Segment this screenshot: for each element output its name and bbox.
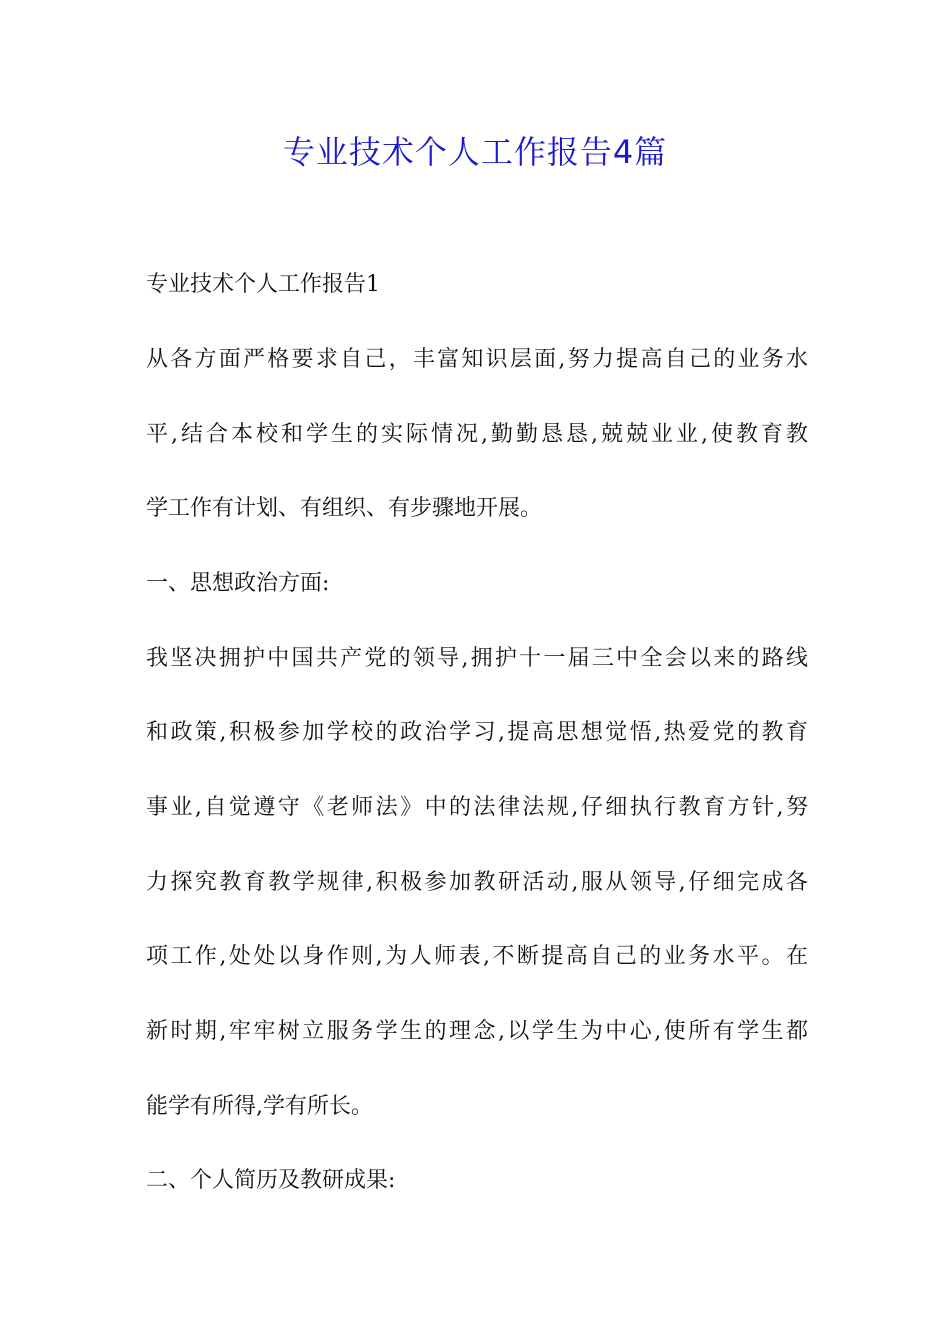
- paragraph-line: 和政策,积极参加学校的政治学习,提高思想觉悟,热爱党的教育: [146, 720, 808, 745]
- section-heading: 一、思想政治方面:: [146, 571, 330, 596]
- paragraph-line: 力探究教育教学规律,积极参加教研活动,服从领导,仔细完成各: [146, 870, 808, 895]
- paragraph-line: 我坚决拥护中国共产党的领导,拥护十一届三中全会以来的路线: [146, 646, 808, 671]
- paragraph-line: 项工作,处处以身作则,为人师表,不断提高自己的业务水平。在: [146, 944, 808, 969]
- paragraph-line: 新时期,牢牢树立服务学生的理念,以学生为中心,使所有学生都: [146, 1019, 808, 1044]
- paragraph-line: 能学有所得,学有所长。: [146, 1094, 373, 1119]
- report-subtitle: 专业技术个人工作报告1: [146, 272, 380, 297]
- paragraph-line: 平,结合本校和学生的实际情况,勤勤恳恳,兢兢业业,使教育教: [146, 422, 808, 447]
- paragraph-line: 从各方面严格要求自己，丰富知识层面,努力提高自己的业务水: [146, 347, 808, 372]
- paragraph-line: 事业,自觉遵守《老师法》中的法律法规,仔细执行教育方针,努: [146, 795, 808, 820]
- paragraph-line: 学工作有计划、有组织、有步骤地开展。: [146, 496, 543, 521]
- document-title: 专业技术个人工作报告4篇: [282, 133, 668, 171]
- section-heading: 二、个人简历及教研成果:: [146, 1168, 396, 1193]
